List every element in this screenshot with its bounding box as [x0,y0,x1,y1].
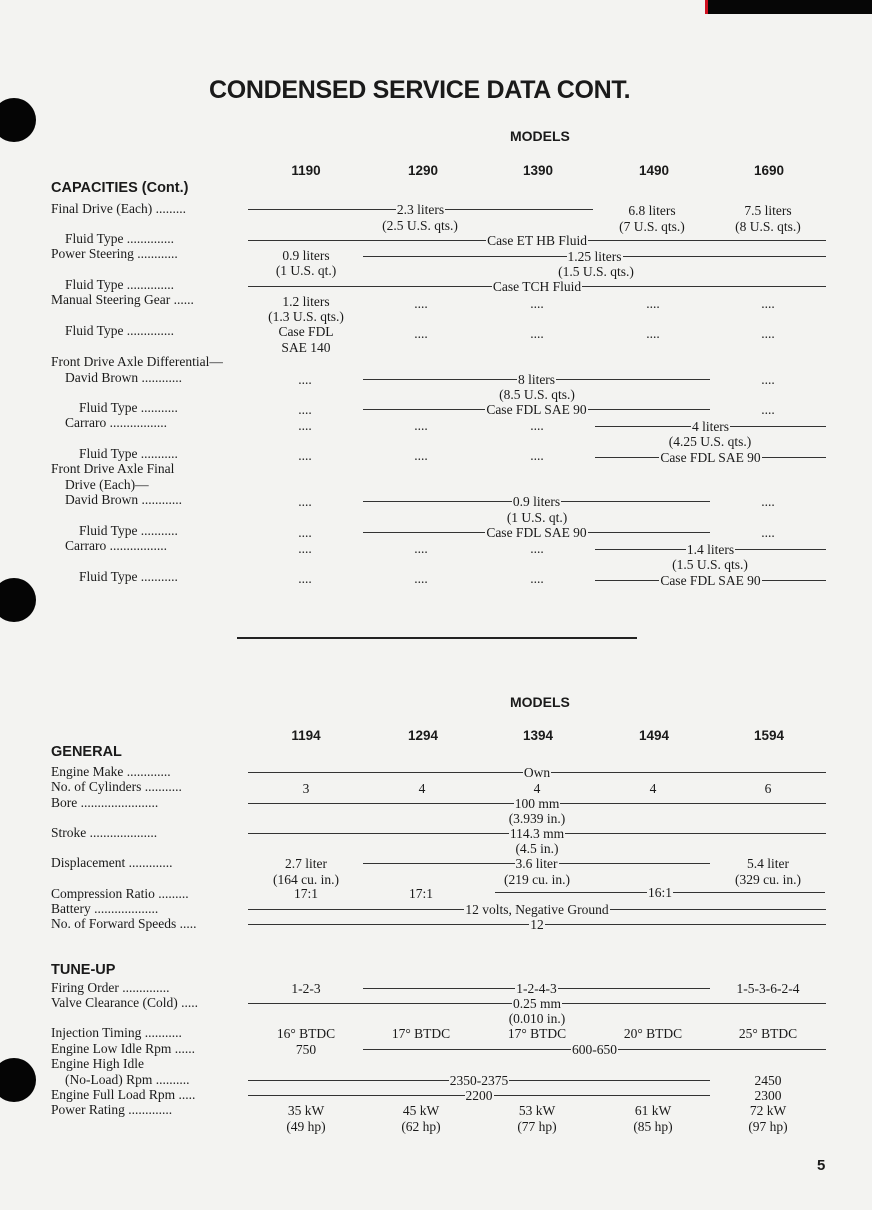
power-kw-1494: 61 kW [634,1103,672,1118]
label-bore: Bore ....................... [51,795,159,810]
page-title: CONDENSED SERVICE DATA CONT. [209,76,631,104]
manual-steering-1190-qts: (1.3 U.S. qts.) [268,309,344,324]
final-drive-1490: 6.8 liters [628,203,676,218]
label-fluid-type-6: Fluid Type ........... [79,523,178,538]
carraro-1-span: 4 liters [595,419,826,434]
binder-hole-top [0,98,36,142]
label-power-steering: Power Steering ............ [51,246,178,261]
fluid-type-6-1690: .... [761,525,775,540]
david-brown-1-span: 8 liters [363,372,710,387]
label-front-drive-final: Front Drive Axle Final [51,461,175,476]
model-1594: 1594 [753,728,785,743]
stroke-in: (4.5 in.) [515,841,559,856]
fluid-type-6-span: Case FDL SAE 90 [363,525,710,540]
high-idle-span: 2350-2375 [248,1073,710,1088]
final-drive-shared-qts: (2.5 U.S. qts.) [382,218,458,233]
stroke-span: 114.3 mm [248,826,826,841]
label-front-drive-diff: Front Drive Axle Differential— [51,354,223,369]
page-number: 5 [817,1157,826,1174]
injection-1594: 25° BTDC [738,1026,798,1041]
carraro-1-qts: (4.25 U.S. qts.) [668,434,752,449]
final-drive-span: 2.3 liters [248,202,593,217]
david-brown-2-1690: .... [761,494,775,509]
cylinders-1594: 6 [764,781,772,796]
power-hp-1494: (85 hp) [633,1119,673,1134]
power-kw-1594: 72 kW [749,1103,787,1118]
manual-steering-1490: .... [646,296,660,311]
fluid-type-7-1390: .... [530,571,544,586]
disp-1594-in: (329 cu. in.) [735,872,801,887]
fluid-type-2-span: Case TCH Fluid [248,279,826,294]
firing-1194: 1-2-3 [291,981,321,996]
forward-speeds-span: 12 [248,917,826,932]
injection-1194: 16° BTDC [276,1026,336,1041]
label-battery: Battery ................... [51,901,159,916]
fluid-type-4-span: Case FDL SAE 90 [363,402,710,417]
model-1394: 1394 [522,728,554,743]
fluid-type-7-1190: .... [298,571,312,586]
fluid-type-7-1290: .... [414,571,428,586]
label-carraro-1: Carraro ................. [65,415,167,430]
model-1294: 1294 [407,728,439,743]
model-1494: 1494 [638,728,670,743]
fluid-type-3-1690: .... [761,326,775,341]
carraro-2-1290: .... [414,541,428,556]
disp-1194: 2.7 liter [285,856,327,871]
model-1390: 1390 [522,163,554,178]
power-hp-1594: (97 hp) [748,1119,788,1134]
bore-in: (3.939 in.) [508,811,566,826]
fluid-type-3-line-a: Case FDL [278,324,334,339]
david-brown-2-qts: (1 U.S. qt.) [506,510,568,525]
carraro-2-1190: .... [298,541,312,556]
label-stroke: Stroke .................... [51,825,158,840]
fluid-type-5-1390: .... [530,448,544,463]
firing-1594: 1-5-3-6-2-4 [736,981,800,996]
bore-span: 100 mm [248,796,826,811]
fluid-type-4-1190: .... [298,402,312,417]
label-fluid-type-3: Fluid Type .............. [65,323,175,338]
fluid-type-3-1390: .... [530,326,544,341]
carraro-2-1390: .... [530,541,544,556]
fluid-type-3-line-b: SAE 140 [281,340,331,355]
section-tuneup: TUNE-UP [51,962,116,978]
label-forward-speeds: No. of Forward Speeds ..... [51,916,197,931]
final-drive-1690-qts: (8 U.S. qts.) [735,219,801,234]
carraro-2-qts: (1.5 U.S. qts.) [672,557,748,572]
power-kw-1294: 45 kW [402,1103,440,1118]
low-idle-1194: 750 [295,1042,317,1057]
label-fluid-type-4: Fluid Type ........... [79,400,178,415]
power-steering-1190-qts: (1 U.S. qt.) [275,263,337,278]
label-no-load: (No-Load) Rpm .......... [65,1072,190,1087]
label-final-drive: Final Drive (Each) ......... [51,201,186,216]
model-1190: 1190 [291,163,321,178]
label-fluid-type-1: Fluid Type .............. [65,231,175,246]
section-divider [237,637,637,639]
fluid-type-7-span: Case FDL SAE 90 [595,573,826,588]
carraro-1-1290: .... [414,418,428,433]
label-david-brown-2: David Brown ............ [65,492,182,507]
david-brown-2-1190: .... [298,494,312,509]
label-compression: Compression Ratio ......... [51,886,189,901]
fluid-type-1-span: Case ET HB Fluid [248,233,826,248]
label-firing-order: Firing Order .............. [51,980,170,995]
cylinders-1294: 4 [418,781,426,796]
corner-tab-mark [705,0,872,14]
full-load-span: 2200 [248,1088,710,1103]
label-low-idle: Engine Low Idle Rpm ...... [51,1041,195,1056]
firing-span: 1-2-4-3 [363,981,710,996]
model-1290: 1290 [407,163,439,178]
power-kw-1194: 35 kW [287,1103,325,1118]
carraro-1-1390: .... [530,418,544,433]
cylinders-1494: 4 [649,781,657,796]
label-engine-make: Engine Make ............. [51,764,171,779]
fluid-type-6-1190: .... [298,525,312,540]
model-1194: 1194 [291,728,321,743]
manual-steering-1690: .... [761,296,775,311]
comp-1294: 17:1 [408,886,434,901]
final-drive-1690: 7.5 liters [744,203,792,218]
power-hp-1294: (62 hp) [401,1119,441,1134]
disp-span: 3.6 liter [363,856,710,871]
power-steering-shared-qts: (1.5 U.S. qts.) [558,264,634,279]
models-header-1: MODELS [510,128,570,144]
fluid-type-5-1190: .... [298,448,312,463]
manual-steering-1290: .... [414,296,428,311]
low-idle-span: 600-650 [363,1042,826,1057]
disp-1194-in: (164 cu. in.) [273,872,339,887]
label-david-brown-1: David Brown ............ [65,370,182,385]
high-idle-1594: 2450 [754,1073,782,1088]
battery-span: 12 volts, Negative Ground [248,902,826,917]
disp-shared-in: (219 cu. in.) [504,872,570,887]
disp-1594: 5.4 liter [747,856,789,871]
label-fluid-type-2: Fluid Type .............. [65,277,175,292]
label-valve-clearance: Valve Clearance (Cold) ..... [51,995,198,1010]
power-steering-span: 1.25 liters [363,249,826,264]
manual-steering-1390: .... [530,296,544,311]
comp-span: 16:1 [495,885,825,900]
valve-span: 0.25 mm [248,996,826,1011]
section-capacities: CAPACITIES (Cont.) [51,180,189,196]
fluid-type-3-1490: .... [646,326,660,341]
label-full-load: Engine Full Load Rpm ..... [51,1087,196,1102]
binder-hole-middle [0,578,36,622]
david-brown-2-span: 0.9 liters [363,494,710,509]
fluid-type-3-1290: .... [414,326,428,341]
label-displacement: Displacement ............. [51,855,173,870]
cylinders-1194: 3 [302,781,310,796]
power-kw-1394: 53 kW [518,1103,556,1118]
label-fluid-type-5: Fluid Type ........... [79,446,178,461]
fluid-type-5-1290: .... [414,448,428,463]
binder-hole-bottom [0,1058,36,1102]
model-1690: 1690 [753,163,785,178]
label-manual-steering: Manual Steering Gear ...... [51,292,194,307]
injection-1394: 17° BTDC [507,1026,567,1041]
label-power-rating: Power Rating ............. [51,1102,173,1117]
models-header-2: MODELS [510,694,570,710]
power-steering-1190: 0.9 liters [282,248,330,263]
label-fluid-type-7: Fluid Type ........... [79,569,178,584]
full-load-1594: 2300 [754,1088,782,1103]
injection-1494: 20° BTDC [623,1026,683,1041]
final-drive-1490-qts: (7 U.S. qts.) [619,219,685,234]
fluid-type-4-1690: .... [761,402,775,417]
label-high-idle: Engine High Idle [51,1056,144,1071]
model-1490: 1490 [638,163,670,178]
carraro-2-span: 1.4 liters [595,542,826,557]
manual-steering-1190: 1.2 liters [282,294,330,309]
david-brown-1-qts: (8.5 U.S. qts.) [499,387,575,402]
section-general: GENERAL [51,744,122,760]
label-carraro-2: Carraro ................. [65,538,167,553]
carraro-1-1190: .... [298,418,312,433]
fluid-type-5-span: Case FDL SAE 90 [595,450,826,465]
cylinders-1394: 4 [533,781,541,796]
david-brown-1-1190: .... [298,372,312,387]
engine-make-span: Own [248,765,826,780]
valve-in: (0.010 in.) [508,1011,566,1026]
label-cylinders: No. of Cylinders ........... [51,779,182,794]
power-hp-1394: (77 hp) [517,1119,557,1134]
injection-1294: 17° BTDC [391,1026,451,1041]
comp-1194: 17:1 [293,886,319,901]
david-brown-1-1690: .... [761,372,775,387]
power-hp-1194: (49 hp) [286,1119,326,1134]
label-drive-each: Drive (Each)— [65,477,149,492]
label-injection-timing: Injection Timing ........... [51,1025,182,1040]
